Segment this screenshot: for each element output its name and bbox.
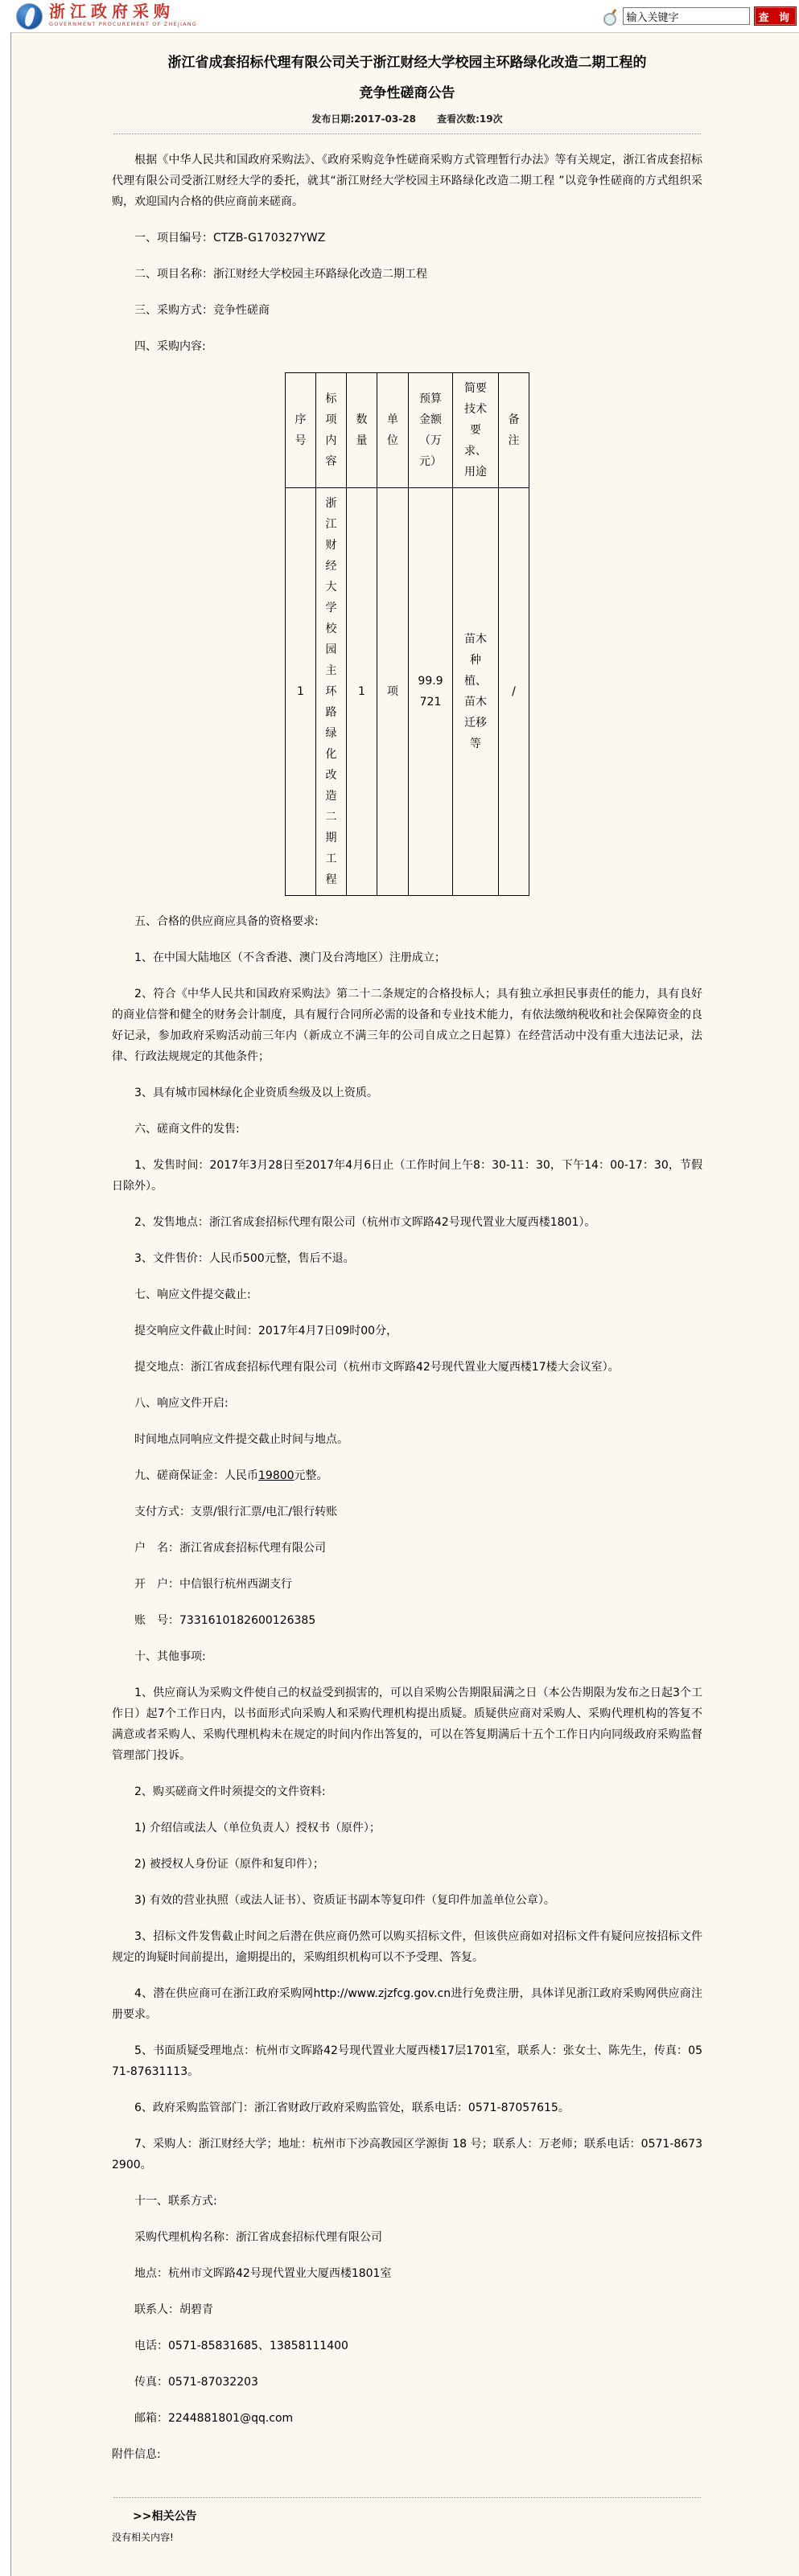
paragraph: 采购代理机构名称：浙江省成套招标代理有限公司 — [134, 2231, 382, 2244]
table-header-cell: 标项内容 — [316, 373, 347, 488]
page-title — [112, 47, 702, 109]
table-header-cell: 简要技术要求、用途 — [453, 373, 499, 488]
paragraph: 附件信息: — [112, 2448, 161, 2461]
paragraph: 地点：杭州市文晖路42号现代置业大厦西楼1801室 — [134, 2267, 392, 2280]
paragraph: 传真：0571-87032203 — [134, 2376, 258, 2389]
separator — [113, 2497, 701, 2498]
table-cell: 浙江财经大学校园主环路绿化改造二期工程 — [316, 488, 347, 896]
logo-emblem-icon — [16, 3, 43, 30]
paragraph: 1、供应商认为采购文件使自己的权益受到损害的，可以自采购公告期限届满之日（本公告期限为发布之日起3个工作日）起7个工作日内，以书面形式向采购人和采购代理机构提出质疑。质疑供应商对采购人、采购代理机构的答复不满意或者采购人、采购代理机构未在规定的时间内作出答复的，可以在答复期满后十五个工作日内向同级政府采购监督管理部门投诉。 — [112, 1687, 702, 1762]
paragraph: 邮箱：2244881801@qq.com — [134, 2412, 294, 2425]
paragraph: 一、项目编号：CTZB-G170327YWZ — [134, 232, 326, 244]
paragraph: 7、采购人：浙江财经大学；地址：杭州市下沙高教园区学源街 18 号；联系人：万老师；联系电话：0571-86732900。 — [112, 2138, 702, 2171]
paragraph: 支付方式：支票/银行汇票/电汇/银行转账 — [134, 1506, 338, 1518]
paragraph: 3、招标文件发售截止时间之后潜在供应商仍然可以购买招标文件，但该供应商如对招标文件有疑问应按招标文件规定的询疑时间前提出，逾期提出的，采购组织机构可以不予受理、答复。 — [112, 1930, 702, 1964]
paragraph: 2、符合《中华人民共和国政府采购法》第二十二条规定的合格投标人；具有独立承担民事责任的能力，具有良好的商业信誉和健全的财务会计制度，具有履行合同所必需的设备和专业技术能力，有依法缴纳税收和社会保障资金的良好记录，参加政府采购活动前三年内（新成立不满三年的公司自成立之日起算）在经营活动中没有重大违法记录，法律、行政法规规定的其他条件； — [112, 988, 702, 1063]
table-cell: 1 — [286, 488, 316, 896]
paragraph: 三、采购方式：竞争性磋商 — [134, 304, 270, 317]
paragraph: 时间地点同响应文件提交截止时间与地点。 — [134, 1433, 348, 1446]
table-cell: 1 — [347, 488, 377, 896]
table-cell: 苗木种植、苗木迁移等 — [453, 488, 499, 896]
page-title-line2: 竞争性磋商公告 — [359, 85, 455, 101]
paragraph: 提交响应文件截止时间：2017年4月7日09时00分， — [134, 1325, 398, 1337]
announcement-page — [10, 32, 799, 2576]
table-cell: / — [499, 488, 529, 896]
paragraph: 二、项目名称：浙江财经大学校园主环路绿化改造二期工程 — [134, 268, 427, 281]
paragraph: 六、磋商文件的发售: — [134, 1123, 240, 1136]
logo-subtitle: GOVERNMENT PROCUREMENT OF ZHEJIANG — [49, 21, 198, 27]
related-announcements-title: >>相关公告 — [133, 2510, 197, 2523]
search-button[interactable]: 查 询 — [754, 6, 797, 26]
paragraph: 3、文件售价：人民币500元整，售后不退。 — [134, 1252, 355, 1265]
paragraph: 五、合格的供应商应具备的资格要求: — [134, 915, 319, 928]
paragraph: 根据《中华人民共和国政府采购法》、《政府采购竞争性磋商采购方式管理暂行办法》等有关规定，浙江省成套招标代理有限公司受浙江财经大学的委托，就其“浙江财经大学校园主环路绿化改造二期工程 ”以竞争性磋商的方式组织采购，欢迎国内合格的供应商前来磋商。 — [112, 154, 702, 208]
paragraph: 2) 被授权人身份证（原件和复印件）； — [134, 1858, 324, 1871]
announcement-meta — [112, 112, 702, 125]
paragraph: 开 户：中信银行杭州西湖支行 — [134, 1578, 292, 1591]
paragraph: 提交地点：浙江省成套招标代理有限公司（杭州市文晖路42号现代置业大厦西楼17楼大会议室）。 — [134, 1361, 620, 1374]
announcement-body-top — [112, 150, 702, 357]
site-header — [0, 0, 799, 32]
paragraph: 6、政府采购监管部门：浙江省财政厅政府采购监管处，联系电话：0571-87057615。 — [134, 2101, 570, 2114]
publish-date: 发布日期:2017-03-28 — [311, 113, 416, 125]
paragraph: 四、采购内容: — [134, 340, 206, 353]
paragraph: 账 号：7331610182600126385 — [134, 1614, 316, 1627]
paragraph: 十、其他事项: — [134, 1650, 206, 1663]
paragraph: 八、响应文件开启: — [134, 1397, 229, 1410]
paragraph: 1、发售时间：2017年3月28日至2017年4月6日止（工作时间上午8：30-11：30，下午14：00-17：30，节假日除外）。 — [112, 1159, 702, 1193]
paragraph: 户 名：浙江省成套招标代理有限公司 — [134, 1542, 326, 1555]
paragraph: 2、发售地点：浙江省成套招标代理有限公司（杭州市文晖路42号现代置业大厦西楼1801）。 — [134, 1216, 596, 1229]
search-area — [603, 6, 797, 26]
paragraph: 七、响应文件提交截止: — [134, 1288, 251, 1301]
paragraph: 联系人：胡碧青 — [134, 2303, 213, 2316]
related-empty-message: 没有相关内容! — [112, 2532, 174, 2543]
logo-title: 浙江政府采购 — [49, 2, 175, 21]
view-count: 查看次数:19次 — [437, 113, 503, 125]
paragraph: 3) 有效的营业执照（或法人证书）、资质证书副本等复印件（复印件加盖单位公章）。 — [134, 1894, 555, 1907]
search-icon — [603, 8, 619, 24]
paragraph: 十一、联系方式: — [134, 2195, 217, 2208]
site-logo — [16, 3, 197, 30]
paragraph: 1) 介绍信或法人（单位负责人）授权书（原件）； — [134, 1822, 381, 1834]
table-row — [286, 488, 529, 896]
paragraph: 电话：0571-85831685、13858111400 — [134, 2340, 348, 2352]
table-header-cell: 预算金额（万元） — [409, 373, 453, 488]
table-header-cell: 单位 — [377, 373, 409, 488]
table-header-row — [286, 373, 529, 488]
paragraph: 3、具有城市园林绿化企业资质叁级及以上资质。 — [134, 1087, 378, 1099]
paragraph: 2、购买磋商文件时须提交的文件资料: — [134, 1785, 326, 1798]
search-input[interactable] — [623, 7, 750, 25]
table-header-cell: 备注 — [499, 373, 529, 488]
table-cell: 项 — [377, 488, 409, 896]
procurement-table — [285, 372, 529, 896]
page-title-line1: 浙江省成套招标代理有限公司关于浙江财经大学校园主环路绿化改造二期工程的 — [167, 55, 647, 71]
table-header-cell: 序号 — [286, 373, 316, 488]
paragraph: 九、磋商保证金：人民币19800元整。 — [134, 1469, 328, 1482]
announcement-body-bottom — [112, 911, 702, 2465]
underlined-value: 19800 — [258, 1469, 294, 1482]
paragraph: 1、在中国大陆地区（不含香港、澳门及台湾地区）注册成立； — [134, 951, 446, 964]
table-cell: 99.9721 — [409, 488, 453, 896]
paragraph: 4、潜在供应商可在浙江政府采购网http://www.zjzfcg.gov.cn进行免费注册，具体详见浙江政府采购网供应商注册要求。 — [112, 1987, 702, 2021]
paragraph: 5、书面质疑受理地点：杭州市文晖路42号现代置业大厦西楼17层1701室，联系人：张女士、陈先生，传真：0571-87631113。 — [112, 2044, 702, 2078]
table-header-cell: 数量 — [347, 373, 377, 488]
